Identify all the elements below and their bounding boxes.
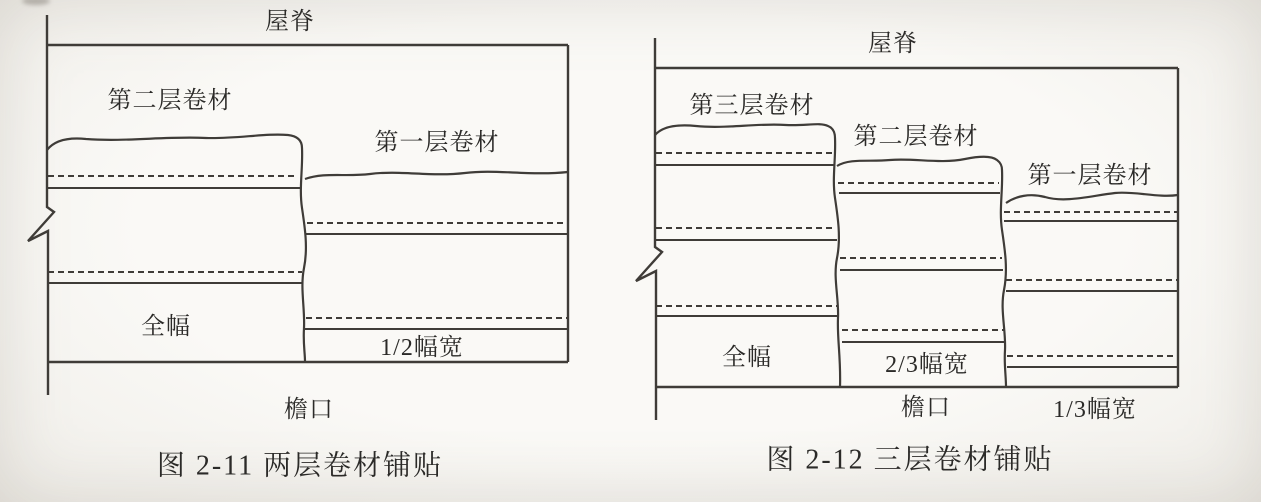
layer1-label: 第一层卷材 [1027, 163, 1153, 189]
full-width-label: 全幅 [722, 345, 772, 371]
one-third-width-label: 1/3幅宽 [1053, 397, 1137, 423]
half-width-label: 1/2幅宽 [380, 335, 464, 361]
full-width-label: 全幅 [141, 314, 191, 340]
figure-2-12-caption: 图 2-12 三层卷材铺贴 [766, 444, 1054, 476]
eave-label: 檐口 [284, 397, 334, 423]
eave-label: 檐口 [901, 395, 951, 421]
layer3-label: 第三层卷材 [689, 93, 815, 119]
layer1-torn-edge [1006, 193, 1178, 203]
ridge-label: 屋脊 [868, 31, 918, 57]
figure-2-11-caption: 图 2-11 两层卷材铺贴 [156, 450, 444, 482]
layer1-torn-edge [305, 172, 568, 179]
two-thirds-width-label: 2/3幅宽 [885, 352, 969, 378]
layer1-label: 第一层卷材 [374, 130, 500, 156]
left-boundary-break-line [28, 15, 54, 395]
layer2-label: 第二层卷材 [853, 124, 979, 150]
ridge-label: 屋脊 [265, 9, 315, 35]
figure-2-11-drawing [28, 8, 568, 482]
figure-2-12-drawing [636, 30, 1178, 476]
layer2-label: 第二层卷材 [107, 88, 233, 114]
